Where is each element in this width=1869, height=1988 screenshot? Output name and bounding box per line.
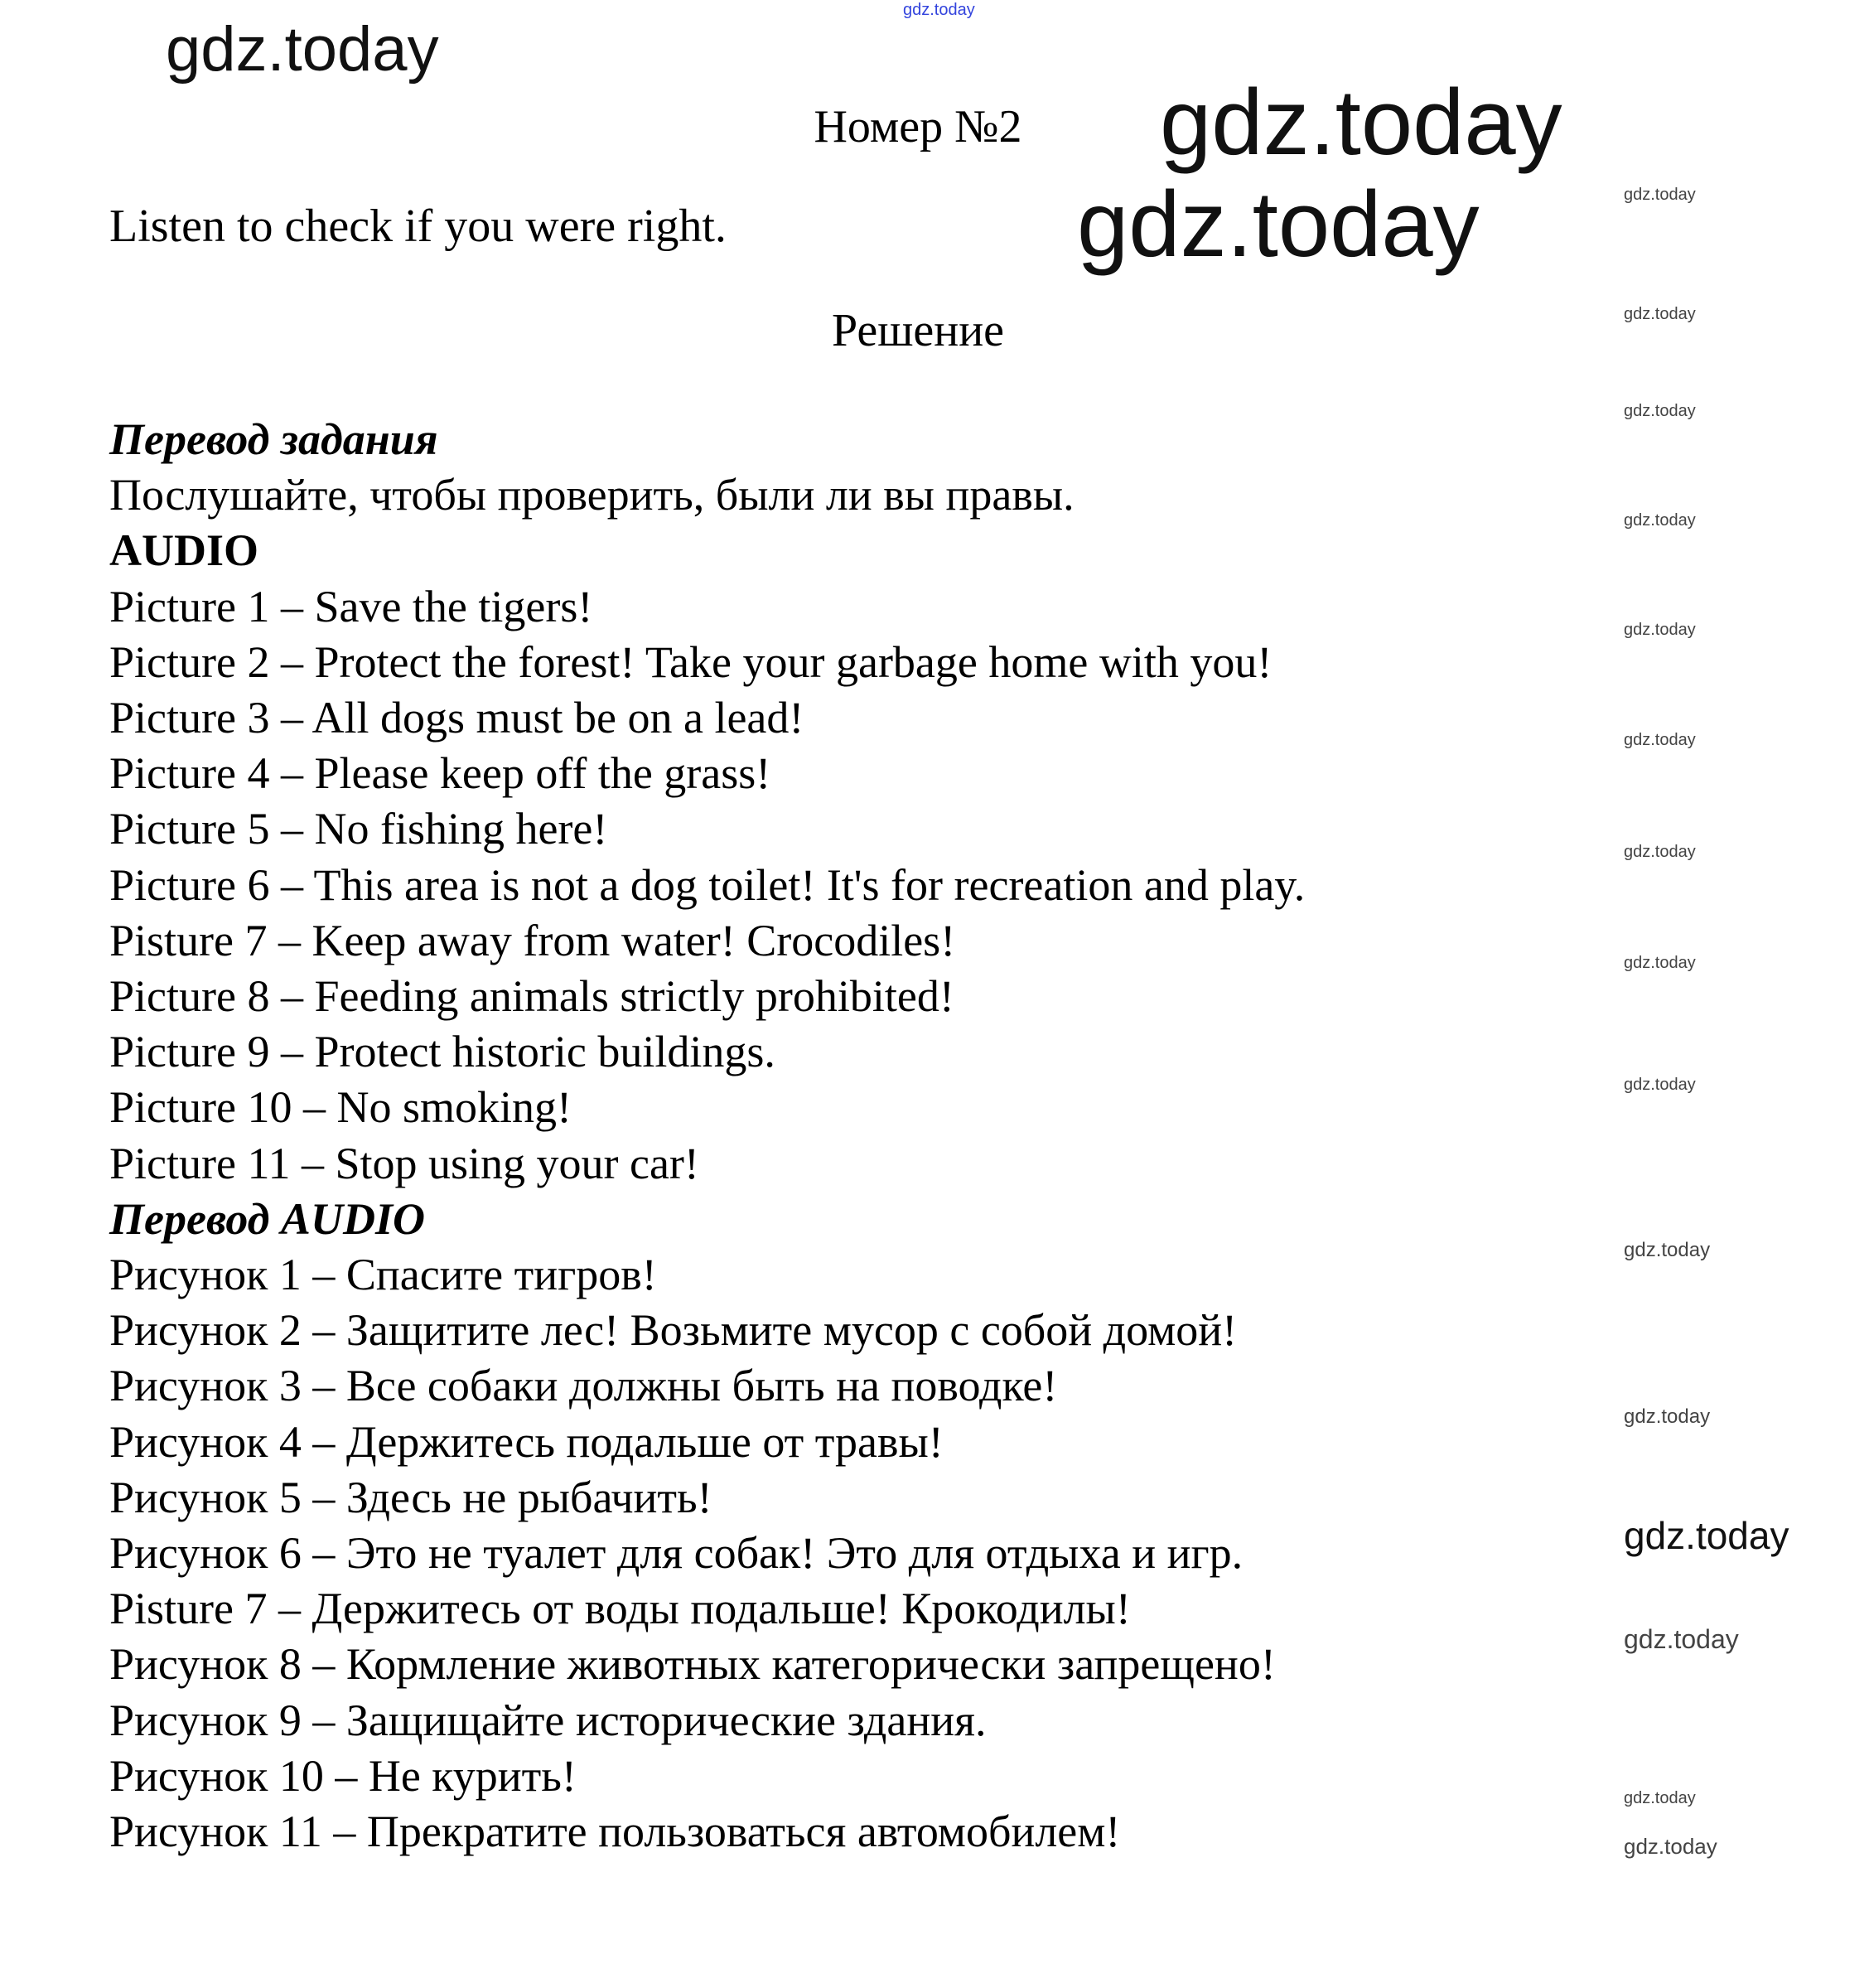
text-line: Picture 4 – Please keep off the grass! [109,748,771,799]
section-heading: Перевод задания [109,414,438,464]
text-line: Picture 5 – No fishing here! [109,804,608,854]
text-line: Picture 6 – This area is not a dog toilet! It's for recreation and play. [109,859,1306,910]
watermark: gdz.today [1624,186,1696,204]
text-line: Послушайте, чтобы проверить, были ли вы правы. [109,470,1075,520]
page-title: Номер №2 [814,101,1022,152]
text-line: Рисунок 10 – Не курить! [109,1750,577,1801]
watermark: gdz.today [1624,954,1696,972]
text-line: Picture 8 – Feeding animals strictly prohibited! [109,971,954,1022]
watermark-large: gdz.today [166,14,439,85]
text-line: Picture 9 – Protect historic buildings. [109,1027,775,1077]
solution-heading: Решение [831,305,1005,356]
text-line: Рисунок 3 – Все собаки должны быть на поводке! [109,1361,1058,1411]
watermark: gdz.today [1624,511,1696,530]
text-line: Pisture 7 – Держитесь от воды подальше! Крокодилы! [109,1584,1131,1634]
section-heading: AUDIO [109,525,259,576]
text-line: Pisture 7 – Keep away from water! Crocodiles! [109,915,956,965]
text-line: Picture 3 – All dogs must be on a lead! [109,693,804,743]
section-heading: Перевод AUDIO [109,1193,425,1244]
watermark: gdz.today [1624,1834,1717,1859]
text-line: Рисунок 5 – Здесь не рыбачить! [109,1472,712,1522]
watermark: gdz.today [1624,1076,1696,1094]
header-watermark: gdz.today [903,1,975,19]
text-line: Рисунок 8 – Кормление животных категорически запрещено! [109,1639,1276,1690]
task-text: Listen to check if you were right. [109,201,727,252]
text-line: Рисунок 1 – Спасите тигров! [109,1250,657,1300]
text-line: Рисунок 6 – Это не туалет для собак! Это для отдыха и игр. [109,1528,1244,1579]
watermark: gdz.today [1624,402,1696,420]
watermark: gdz.today [1624,731,1696,749]
watermark: gdz.today [1624,1405,1711,1428]
text-line: Picture 10 – No smoking! [109,1082,572,1133]
watermark-large: gdz.today [1160,70,1562,174]
watermark-large: gdz.today [1077,172,1480,276]
text-line: Рисунок 2 – Защитите лес! Возьмите мусор с собой домой! [109,1305,1238,1356]
watermark: gdz.today [1624,1239,1711,1261]
watermark: gdz.today [1624,1789,1696,1807]
watermark: gdz.today [1624,305,1696,323]
text-line: Picture 2 – Protect the forest! Take your garbage home with you! [109,636,1273,687]
watermark: gdz.today [1624,1624,1739,1654]
solution-body [109,412,1305,1860]
watermark-medium: gdz.today [1624,1514,1789,1557]
text-line: Рисунок 11 – Прекратите пользоваться автомобилем! [109,1807,1121,1857]
text-line: Рисунок 4 – Держитесь подальше от травы! [109,1416,944,1467]
watermark: gdz.today [1624,621,1696,639]
text-line: Рисунок 9 – Защищайте исторические здания. [109,1695,987,1745]
text-line: Picture 11 – Stop using your car! [109,1138,699,1188]
watermark: gdz.today [1624,843,1696,861]
text-line: Picture 1 – Save the tigers! [109,581,593,631]
